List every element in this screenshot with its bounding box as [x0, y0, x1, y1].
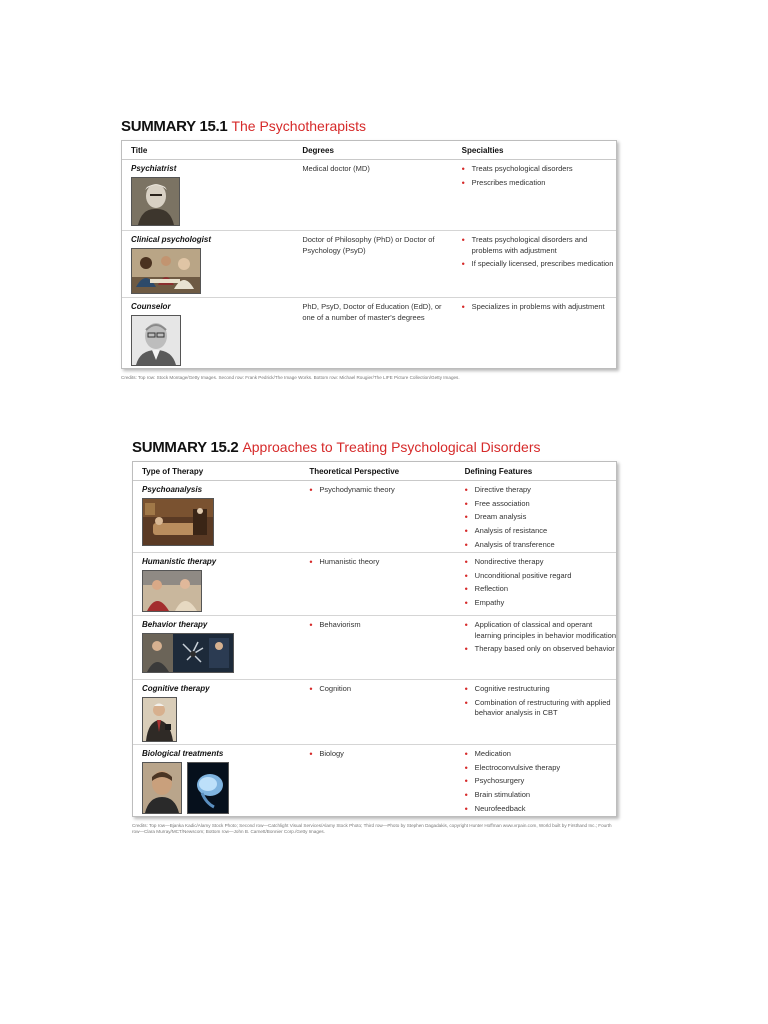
behavior-therapy-photo	[142, 633, 234, 673]
row-degrees: PhD, PsyD, Doctor of Education (EdD), or one of a number of master's degrees	[302, 302, 442, 322]
list-item: • Cognitive restructuring	[465, 684, 616, 695]
perspective-list	[309, 485, 458, 496]
summary-heading	[132, 438, 617, 457]
list-item: • Treats psychological disorders	[462, 164, 616, 175]
list-item: • Specializes in problems with adjustment	[462, 302, 616, 313]
list-item: • Humanistic theory	[309, 557, 458, 568]
row-title: Psychoanalysis	[142, 485, 203, 494]
list-item: • Directive therapy	[465, 485, 616, 496]
summary-15-1	[121, 117, 617, 381]
summary-number: SUMMARY 15.1	[121, 118, 228, 135]
cognitive-therapy-photo	[142, 697, 177, 742]
header-degrees: Degrees	[302, 145, 334, 155]
psychoanalysis-photo	[142, 498, 214, 546]
list-item: • If specially licensed, prescribes medication	[462, 259, 616, 270]
row-title: Biological treatments	[142, 749, 224, 758]
summary-number: SUMMARY 15.2	[132, 439, 239, 456]
features-list	[465, 485, 616, 550]
header-title: Title	[131, 145, 148, 155]
table-row	[133, 481, 616, 553]
list-item: • Treats psychological disorders and problems with adjustment	[462, 235, 616, 256]
row-title: Clinical psychologist	[131, 235, 212, 244]
list-item: • Neurofeedback	[465, 804, 616, 815]
list-item: • Reflection	[465, 584, 616, 595]
photo-credits: Credits: Top row: Stock Montage/Getty Images. Second row: Frank Pedrick/The Image Works. Bottom row: Michael Rougier/The LIFE Picture Collection/Getty Images.	[121, 375, 460, 380]
row-title: Behavior therapy	[142, 620, 208, 629]
list-item: • Prescribes medication	[462, 178, 616, 189]
table-row	[133, 745, 616, 816]
features-list	[465, 557, 616, 609]
table-row	[133, 680, 616, 745]
list-item: • Combination of restructuring with applied behavior analysis in CBT	[465, 698, 616, 719]
list-item: • Cognition	[309, 684, 458, 695]
table-row	[133, 553, 616, 616]
list-item: • Application of classical and operant learning principles in behavior modification	[465, 620, 616, 641]
header-theoretical-perspective: Theoretical Perspective	[309, 466, 400, 476]
humanistic-therapy-photo	[142, 570, 202, 612]
list-item: • Psychodynamic theory	[309, 485, 458, 496]
table-header	[122, 141, 616, 160]
table-row	[122, 298, 616, 368]
list-item: • Dream analysis	[465, 512, 616, 523]
psychiatrist-photo	[131, 177, 180, 226]
features-list	[465, 684, 616, 719]
list-item: • Behaviorism	[309, 620, 458, 631]
features-list	[465, 749, 616, 814]
list-item: • Brain stimulation	[465, 790, 616, 801]
features-list	[465, 620, 616, 655]
row-degrees: Doctor of Philosophy (PhD) or Doctor of Psychology (PsyD)	[302, 235, 435, 255]
list-item: • Nondirective therapy	[465, 557, 616, 568]
row-degrees: Medical doctor (MD)	[302, 164, 370, 173]
table-row	[133, 616, 616, 680]
row-title: Counselor	[131, 302, 171, 311]
list-item: • Psychosurgery	[465, 776, 616, 787]
perspective-list	[309, 684, 458, 695]
list-item: • Free association	[465, 499, 616, 510]
clinical-psychologist-photo	[131, 248, 201, 294]
list-item: • Electroconvulsive therapy	[465, 763, 616, 774]
table-header	[133, 462, 616, 481]
list-item: • Therapy based only on observed behavior	[465, 644, 616, 655]
biological-treatments-portrait-photo	[142, 762, 182, 814]
perspective-list	[309, 557, 458, 568]
specialties-list	[462, 302, 616, 313]
list-item: • Medication	[465, 749, 616, 760]
list-item: • Unconditional positive regard	[465, 571, 616, 582]
header-type-of-therapy: Type of Therapy	[142, 466, 204, 476]
table-row	[122, 231, 616, 298]
psychotherapists-table	[121, 140, 617, 369]
row-title: Psychiatrist	[131, 164, 177, 173]
summary-heading	[121, 117, 617, 136]
brain-scan-photo	[187, 762, 229, 814]
list-item: • Analysis of resistance	[465, 526, 616, 537]
summary-15-2	[132, 438, 617, 835]
table-row	[122, 160, 616, 231]
counselor-photo	[131, 315, 181, 366]
header-specialties: Specialties	[461, 145, 504, 155]
row-title: Humanistic therapy	[142, 557, 217, 566]
row-title: Cognitive therapy	[142, 684, 210, 693]
header-defining-features: Defining Features	[464, 466, 533, 476]
specialties-list	[462, 164, 616, 188]
photo-credits: Credits: Top row—Bjanka Kadic/Alamy Stock Photo; Second row—Catchlight Visual Services/Alamy Stock Photo; Third row—Photo by Stephen Dagadakis, copyright Hunter Hoffman www.vrpain.com, World built by Firsthand Inc.; Fourth row—Clara Murray/MCT/Newscom; Bottom row—John B. Carnett/Bonnier Corp./Getty Images.	[132, 823, 612, 834]
perspective-list	[309, 620, 458, 631]
approaches-table	[132, 461, 617, 817]
list-item: • Empathy	[465, 598, 616, 609]
perspective-list	[309, 749, 458, 760]
summary-subtitle: Approaches to Treating Psychological Disorders	[242, 439, 541, 455]
list-item: • Biology	[309, 749, 458, 760]
list-item: • Analysis of transference	[465, 540, 616, 551]
summary-subtitle: The Psychotherapists	[231, 118, 367, 134]
specialties-list	[462, 235, 616, 270]
